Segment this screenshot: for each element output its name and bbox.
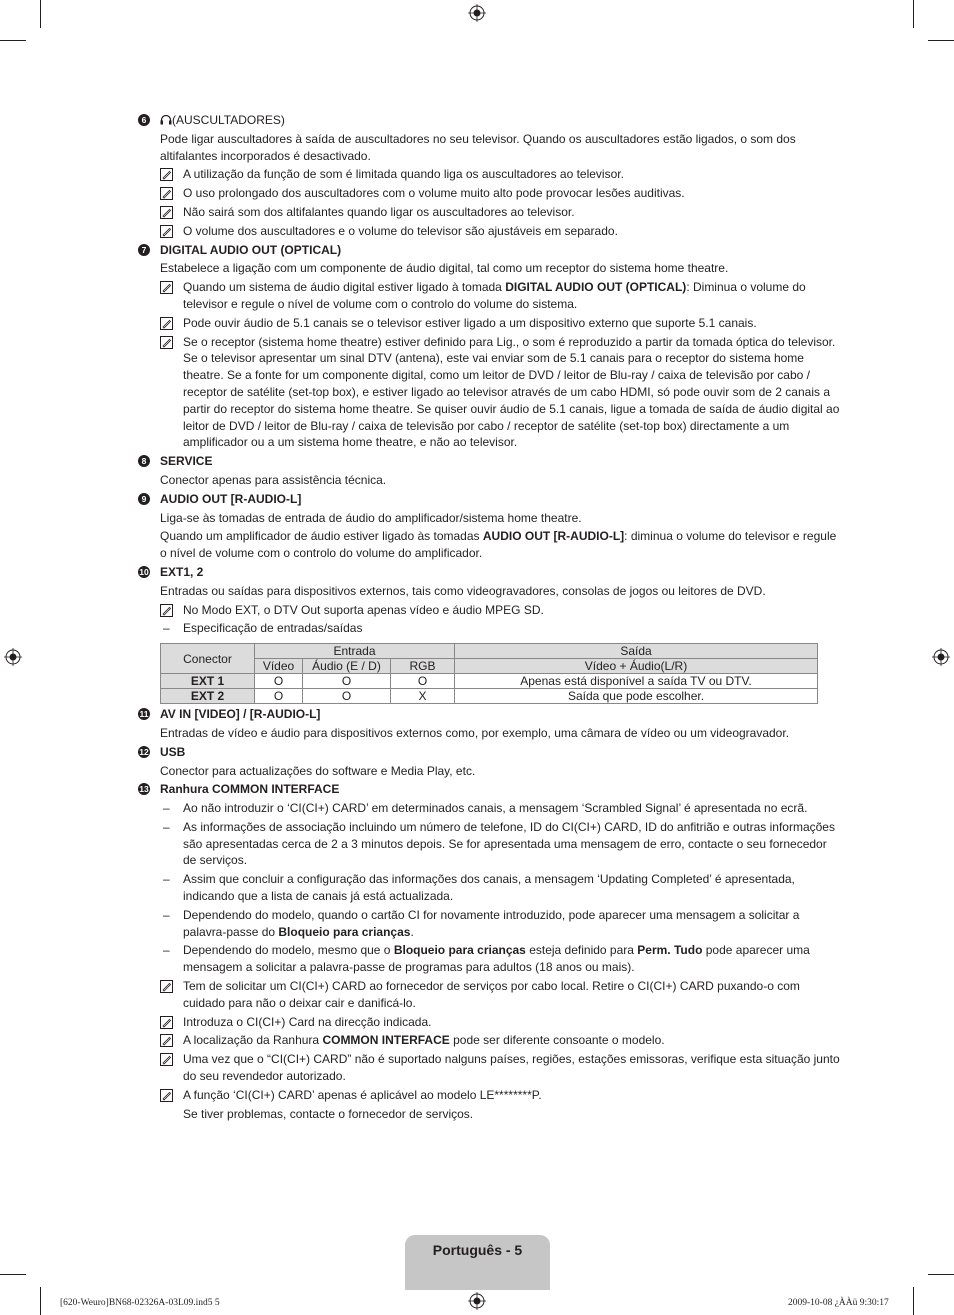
table-row	[161, 689, 818, 704]
section-digital-audio-out	[138, 242, 842, 452]
note-bold-text: COMMON INTERFACE	[322, 1033, 450, 1048]
table-header-cell: Vídeo + Áudio(L/R)	[455, 659, 818, 674]
note-item	[160, 204, 842, 221]
table-header-cell: Entrada	[255, 644, 455, 659]
dash-bullet: –	[163, 819, 170, 834]
dash-bullet: –	[163, 943, 170, 958]
section-number-badge: 11	[139, 709, 149, 720]
note-icon	[160, 1034, 173, 1047]
table-cell: O	[255, 674, 303, 689]
note-text: Não sairá som dos altifalantes quando ligar os auscultadores ao televisor.	[183, 204, 575, 219]
table-header-row	[161, 644, 818, 659]
footer-timestamp: 2009-10-08 ¿ÀÀü 9:30:17	[788, 1298, 889, 1308]
note-item	[160, 223, 842, 240]
paragraph-bold-text: AUDIO OUT [R-AUDIO-L]	[482, 529, 625, 544]
note-icon	[160, 1089, 173, 1102]
note-icon	[160, 317, 173, 330]
section-audio-out	[138, 491, 842, 562]
paragraph	[160, 528, 842, 562]
section-number-badge: 12	[139, 746, 149, 757]
note-icon	[160, 281, 173, 294]
section-number-badge: 8	[138, 455, 150, 467]
section-heading	[141, 453, 842, 470]
paragraph: Conector para actualizações do software e Media Play, etc.	[160, 763, 476, 778]
crop-mark	[913, 1287, 914, 1315]
dash-text: Ao não introduzir o ‘CI(CI+) CARD’ em determinados canais, a mensagem ‘Scrambled Signal’ é apresentada no ecrã.	[183, 801, 808, 816]
section-title: AUDIO OUT [R-AUDIO-L]	[160, 491, 302, 506]
dash-text: Assim que concluir a configuração das informações dos canais, a mensagem ‘Updating Completed’ é apresentada, indicando que a lista de canais já está actualizada.	[183, 872, 795, 904]
dash-text: esteja definido para	[525, 943, 638, 958]
note-bold-text: DIGITAL AUDIO OUT (OPTICAL)	[505, 280, 687, 295]
note-text: O volume dos auscultadores e o volume do televisor são ajustáveis em separado.	[183, 223, 618, 238]
dash-bold-text: Bloqueio para crianças	[278, 924, 411, 939]
note-item	[160, 1051, 842, 1085]
crop-mark	[40, 0, 41, 28]
paragraph: Entradas de vídeo e áudio para dispositivos externos como, por exemplo, uma câmara de vídeo ou um videogravador.	[160, 725, 790, 740]
dash-bullet: –	[163, 801, 170, 816]
note-item	[160, 315, 842, 332]
dash-bold-text: Perm. Tudo	[637, 943, 703, 958]
section-heading	[141, 112, 842, 129]
note-item	[160, 334, 842, 452]
page-number-tab: Português - 5	[405, 1235, 550, 1290]
note-text: Quando um sistema de áudio digital estiver ligado à tomada	[183, 280, 506, 295]
table-cell: Saída que pode escolher.	[455, 689, 818, 704]
section-title: (AUSCULTADORES)	[172, 113, 285, 127]
headphones-icon	[160, 114, 172, 125]
crop-mark	[913, 0, 914, 28]
crop-mark	[0, 40, 26, 41]
paragraph: Estabelece a ligação com um componente de áudio digital, tal como um receptor do sistema home theatre.	[160, 261, 729, 276]
dash-text: Especificação de entradas/saídas	[183, 621, 363, 636]
note-item	[160, 279, 842, 313]
table-header-row	[161, 659, 818, 674]
section-number-badge: 9	[138, 493, 150, 505]
note-icon	[160, 206, 173, 219]
section-title: DIGITAL AUDIO OUT (OPTICAL)	[160, 242, 342, 257]
section-heading	[139, 706, 842, 723]
dash-text: pode aparecer uma mensagem a solicitar a palavra-passe de programas para adultos (18 anos ou mais).	[183, 943, 810, 975]
note-text: pode ser diferente consoante o modelo.	[449, 1033, 665, 1048]
note-item	[160, 185, 842, 202]
section-heading	[141, 491, 842, 508]
section-title: EXT1, 2	[160, 564, 204, 579]
section-number-badge: 6	[138, 114, 150, 126]
note-text: : Diminua o volume do televisor e regule o nível de volume com o controlo do volume do sistema.	[183, 280, 806, 311]
note-icon	[160, 187, 173, 200]
note-text: A localização da Ranhura	[183, 1033, 323, 1048]
note-item	[160, 602, 842, 619]
note-text: No Modo EXT, o DTV Out suporta apenas vídeo e áudio MPEG SD.	[183, 602, 544, 617]
note-item	[160, 166, 842, 183]
dash-text: Dependendo do modelo, quando o cartão CI for novamente introduzido, pode aparecer uma mensagem a solicitar a palavra-passe do	[183, 907, 800, 939]
note-icon	[160, 225, 173, 238]
dash-item	[160, 907, 842, 941]
dash-bullet: –	[163, 907, 170, 922]
table-cell: O	[255, 689, 303, 704]
crop-mark	[928, 1274, 954, 1275]
dash-text: Dependendo do modelo, mesmo que o	[183, 943, 394, 958]
dash-item	[160, 942, 842, 976]
table-row-label: EXT 1	[161, 674, 255, 689]
section-title: AV IN [VIDEO] / [R-AUDIO-L]	[160, 707, 321, 722]
table-cell: O	[303, 674, 391, 689]
page-content	[138, 110, 842, 1122]
registration-mark-icon	[468, 1292, 486, 1310]
registration-mark-icon	[4, 648, 22, 666]
table-cell: O	[303, 689, 391, 704]
table-row-label: EXT 2	[161, 689, 255, 704]
table-cell: O	[391, 674, 455, 689]
dash-bold-text: Bloqueio para crianças	[393, 943, 526, 958]
section-usb	[138, 744, 842, 780]
note-continuation	[160, 1106, 842, 1123]
dash-item	[160, 620, 842, 637]
footer-file-info: [620-Weuro]BN68-02326A-03L09.ind5 5	[60, 1298, 220, 1308]
note-item	[160, 1032, 842, 1049]
dash-bullet: –	[163, 621, 170, 636]
note-icon	[160, 168, 173, 181]
registration-mark-icon	[468, 4, 486, 22]
note-text: Tem de solicitar um CI(CI+) CARD ao fornecedor de serviços por cabo local. Retire o CI(CI+) CARD puxando-o com cuidado para não o deixar cair e danificá-lo.	[183, 979, 800, 1010]
dash-text: As informações de associação incluindo um número de telefone, ID do CI(CI+) CARD, ID do anfitrião e outras informações são apresentadas cerca de 2 a 3 minutos depois. Se for apresentada uma mensagem de erro, contacte o seu fornecedor de serviços.	[183, 819, 835, 868]
paragraph-text: : diminua o volume do televisor e regule o nível de volume com o controlo do volume do amplificador.	[160, 529, 837, 561]
paragraph: Liga-se às tomadas de entrada de áudio do amplificador/sistema home theatre.	[160, 510, 582, 525]
crop-mark	[0, 1274, 26, 1275]
section-heading	[139, 564, 842, 581]
section-ext	[138, 564, 842, 704]
table-header-cell: Vídeo	[255, 659, 303, 674]
note-item	[160, 978, 842, 1012]
section-title: SERVICE	[160, 454, 213, 469]
section-heading	[139, 744, 842, 761]
table-cell: Apenas está disponível a saída TV ou DTV.	[455, 674, 818, 689]
note-text: Se o receptor (sistema home theatre) estiver definido para Lig., o som é reproduzido a partir da tomada óptica do televisor. Se o televisor apresentar um sinal DTV (antena), este vai enviar som de 5.1 canais para o receptor do sistema home theatre. Se a fonte for um componente digital, como um leitor de DVD / leitor de Blu-ray / caixa de televisão por cabo / receptor de satélite (set-top box), e estiver ligado ao televisor através de um cabo HDMI, só pode ouvir som de 2 canais a partir do receptor do sistema home theatre. Se quiser ouvir áudio de 5.1 canais, ligue a tomada de saída de áudio digital ao leitor de DVD / leitor de Blu-ray / caixa de televisão por cabo / receptor de satélite (set-top box) directamente a um amplificador ou a um sistema home theatre, e não ao televisor.	[183, 334, 840, 450]
note-item	[160, 1087, 842, 1104]
note-icon	[160, 1053, 173, 1066]
io-spec-table	[160, 643, 818, 704]
note-text: A utilização da função de som é limitada quando liga os auscultadores ao televisor.	[183, 167, 624, 182]
table-cell: X	[391, 689, 455, 704]
paragraph-text: Quando um amplificador de áudio estiver ligado às tomadas	[160, 529, 483, 544]
section-common-interface	[138, 781, 842, 1122]
dash-item	[160, 800, 842, 817]
section-headphones	[138, 112, 842, 240]
registration-mark-icon	[932, 648, 950, 666]
section-av-in	[138, 706, 842, 742]
paragraph: Conector apenas para assistência técnica.	[160, 472, 387, 487]
table-header-cell: RGB	[391, 659, 455, 674]
dash-text: .	[410, 924, 414, 939]
table-header-cell: Saída	[455, 644, 818, 659]
note-text: A função ‘CI(CI+) CARD’ apenas é aplicável ao modelo LE********P.	[183, 1087, 542, 1102]
section-title: USB	[160, 744, 186, 759]
section-heading	[141, 242, 842, 259]
note-text: Se tiver problemas, contacte o fornecedor de serviços.	[183, 1106, 474, 1121]
paragraph: Entradas ou saídas para dispositivos externos, tais como videogravadores, consolas de jogos ou leitores de DVD.	[160, 583, 766, 598]
section-service	[138, 453, 842, 489]
section-heading	[139, 781, 842, 798]
table-header-cell: Áudio (E / D)	[303, 659, 391, 674]
note-icon	[160, 980, 173, 993]
note-text: Introduza o CI(CI+) Card na direcção indicada.	[183, 1014, 432, 1029]
note-text: Uma vez que o “CI(CI+) CARD” não é suportado nalguns países, regiões, estações emissoras, verifique esta situação junto do seu revendedor autorizado.	[183, 1052, 840, 1084]
note-item	[160, 1014, 842, 1031]
table-header-cell: Conector	[161, 644, 255, 674]
note-text: Pode ouvir áudio de 5.1 canais se o televisor estiver ligado a um dispositivo externo que suporte 5.1 canais.	[183, 315, 757, 330]
crop-mark	[928, 40, 954, 41]
note-icon	[160, 604, 173, 617]
section-number-badge: 13	[139, 784, 149, 795]
crop-mark	[40, 1287, 41, 1315]
paragraph: Pode ligar auscultadores à saída de auscultadores no seu televisor. Quando os auscultadores estão ligados, o som dos altifalantes incorporados é desactivado.	[160, 131, 796, 163]
section-number-badge: 10	[139, 566, 149, 577]
dash-item	[160, 871, 842, 905]
note-text: O uso prolongado dos auscultadores com o volume muito alto pode provocar lesões auditivas.	[183, 186, 685, 201]
dash-item	[160, 819, 842, 869]
section-title: Ranhura COMMON INTERFACE	[160, 782, 340, 797]
table-row	[161, 674, 818, 689]
section-number-badge: 7	[138, 244, 150, 256]
note-icon	[160, 1016, 173, 1029]
dash-bullet: –	[163, 872, 170, 887]
note-icon	[160, 336, 173, 349]
